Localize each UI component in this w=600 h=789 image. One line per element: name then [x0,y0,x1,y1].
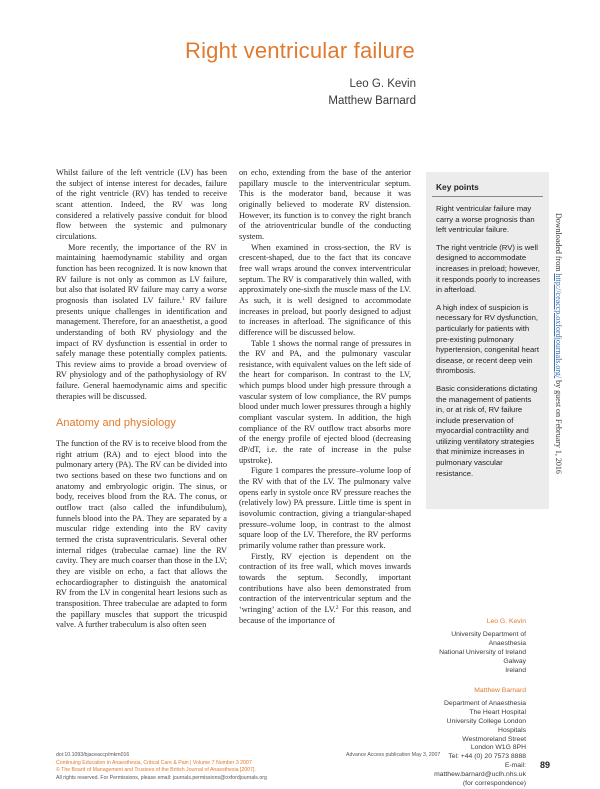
journal-link[interactable]: http://ceaccp.oxfordjournals.org/ [554,273,563,379]
body-paragraph: More recently, the importance of the RV in maintaining haemodynamic stability and organ function has been recognized. It is now known that RV failure is not only as common as LV failure, but also that isolated RV failure may carry a worse prognosis than isolated LV failure.$^1$ RV failure presents unique challenges in identification and management. Therefore, for an anaesthetist, a good understanding of both RV physiology and the impact of RV dysfunction is essential in order to safely manage these potentially complex patients. This review aims to provide a broad overview of RV physiology and of the pathophysiology of RV failure. General haemodynamic aims and specific therapies will be discussed. [56,242,227,401]
affiliation-line: Ireland [505,666,526,674]
key-points-divider [432,196,543,197]
key-points-box [426,172,549,509]
article-title: Right ventricular failure [185,38,415,63]
footer-copyright: © The Board of Management and Trustees of the British Journal of Anaesthesia [2007]. [56,767,256,774]
footer-doi: doi:10.1093/bjaceaccp/mkm016 [56,752,130,758]
section-heading: Anatomy and physiology [56,417,176,430]
footer-journal: Continuing Education in Anaesthesia, Critical Care & Pain | Volume 7 Number 3 2007 [56,759,252,766]
affiliation-line: University Department of Anaesthesia [451,630,526,647]
author-list [300,76,416,110]
body-paragraph: When examined in cross-section, the RV is crescent-shaped, due to the fact that its concave free wall wraps around the convex interventricular septum. The RV is comparatively thin walled, with approximately one-sixth the muscle mass of the LV. As such, it is well designed to accommodate increases in preload, but poorly designed to adjust to increases in afterload. The significance of this difference will be discussed below. [239,242,411,337]
body-paragraph: Firstly, RV ejection is dependent on the contraction of its free wall, which moves inwards towards the septum. Secondly, important contributions have also been demonstrated from contraction of the interventricular septum and the ‘wringing’ action of the LV.$^2$ For this reason, and because of the importance of [239,551,411,625]
affiliation-author-name: Matthew Barnard [474,687,526,694]
body-paragraph: Whilst failure of the left ventricle (LV) has been the subject of intense interest for decades, failure of the right ventricle (RV) has tended to receive scant attention. Indeed, the RV was long considered a relatively passive conduit for blood flow between the systemic and pulmonary circulations. [56,168,227,241]
citation-ref: 1 [182,295,185,302]
citation-ref: 2 [335,604,339,611]
body-paragraph: Table 1 shows the normal range of pressures in the RV and PA, and the pulmonary vascular resistance, with equivalent values on the left side of the heart for comparison. In contrast to the LV, which pumps blood under high pressure through a vascular system of low compliance, the RV pumps blood under much lower pressures through a highly compliant vascular system. In addition, the high compliance of the RV outflow tract absorbs more of the energy profile of ejected blood (decreasing dP/dT, i.e. the rate of increase in the pulse upstroke). [239,338,411,465]
body-paragraph: The function of the RV is to receive blood from the right atrium (RA) and to eject blood into the pulmonary artery (PA). The RV can be divided into two sections based on these two functions and on anatomy and embryologic origin. The sinus, or body, receives blood from the RA. The conus, or outflow tract (also called the infundibulum), funnels blood into the PA. They are separated by a muscular ridge extending into the RV cavity termed the crista supraventricularis. Several other internal ridges (trabeculae carnae) line the RV cavity. They are much coarser than those in the LV; they are visible on echo, a fact that allows the echocardiographer to distinguish the anatomical RV from the LV in congenital heart lesions such as transposition. Three trabeculae are adapted to form the papillary muscles that support the tricuspid valve. A further trabeculum is also often seen [56,439,227,630]
key-points-heading: Key points [436,182,479,192]
affiliation-line: Westmoreland Street [462,735,526,743]
affiliation-line: London W1G 8PH [470,744,526,752]
key-point: Right ventricular failure may carry a worse prognosis than left ventricular failure. [436,204,535,235]
body-paragraph: on echo, extending from the base of the anterior papillary muscle to the interventricular septum. This is the moderator band, because it was originally believed to moderate RV distension. However, its function is to convey the right branch of the atrioventricular bundle of the conducting system. [239,168,411,241]
affiliation-line: University College London Hospitals [446,717,526,734]
body-column-1 [56,168,227,631]
affiliation-line: Tel: +44 (0) 20 7573 8888 [448,753,526,761]
key-point: The right ventricle (RV) is well designed to accommodate increases in preload; however, it responds poorly to increases in afterload. [436,242,541,295]
page-footer [56,752,356,782]
affiliation-line: Department of Anaesthesia [444,699,526,707]
author-affiliation-1 [420,618,526,675]
author-affiliation-2 [420,687,526,789]
footer-rights: All rights reserved. For Permissions, please email: journals.permissions@oxfordjournals.org [56,774,267,781]
key-point: Basic considerations dictating the management of patients in, or at risk of, RV failure include preservation of myocardial contractility and utilizing ventilatory strategies that minimize increases in pulmonary vascular resistance. [436,383,538,478]
download-notice: Downloaded from http://ceaccp.oxfordjournals.org/ by guest on February 1, 2016 [554,213,563,474]
key-point: A high index of suspicion is necessary for RV dysfunction, particularly for patients with pre-existing pulmonary hypertension, congenital heart disease, or recent deep vein thrombosis. [436,302,539,376]
page-number: 89 [539,760,550,770]
advance-access-note: Advance Access publication May 3, 2007 [346,752,441,758]
affiliation-line: National University of Ireland Galway [439,648,526,665]
affiliation-email[interactable]: E-mail: matthew.barnard@uclh.nhs.uk [434,762,526,779]
body-paragraph: Figure 1 compares the pressure–volume loop of the RV with that of the LV. The pulmonary valve opens early in systole once RV pressure reaches the (relatively low) PA pressure. Little time is spent in isovolumic contraction, giving a triangular-shaped pressure–volume loop, in contrast to the almost square loop of the LV. Therefore, the RV performs primarily volume rather than pressure work. [239,466,411,550]
author-name: Leo G. Kevin [349,78,416,90]
body-column-2 [239,168,411,626]
author-name: Matthew Barnard [328,95,416,107]
affiliation-line: (for correspondence) [462,780,526,788]
affiliation-author-name: Leo G. Kevin [486,618,526,625]
affiliation-line: The Heart Hospital [469,708,526,716]
